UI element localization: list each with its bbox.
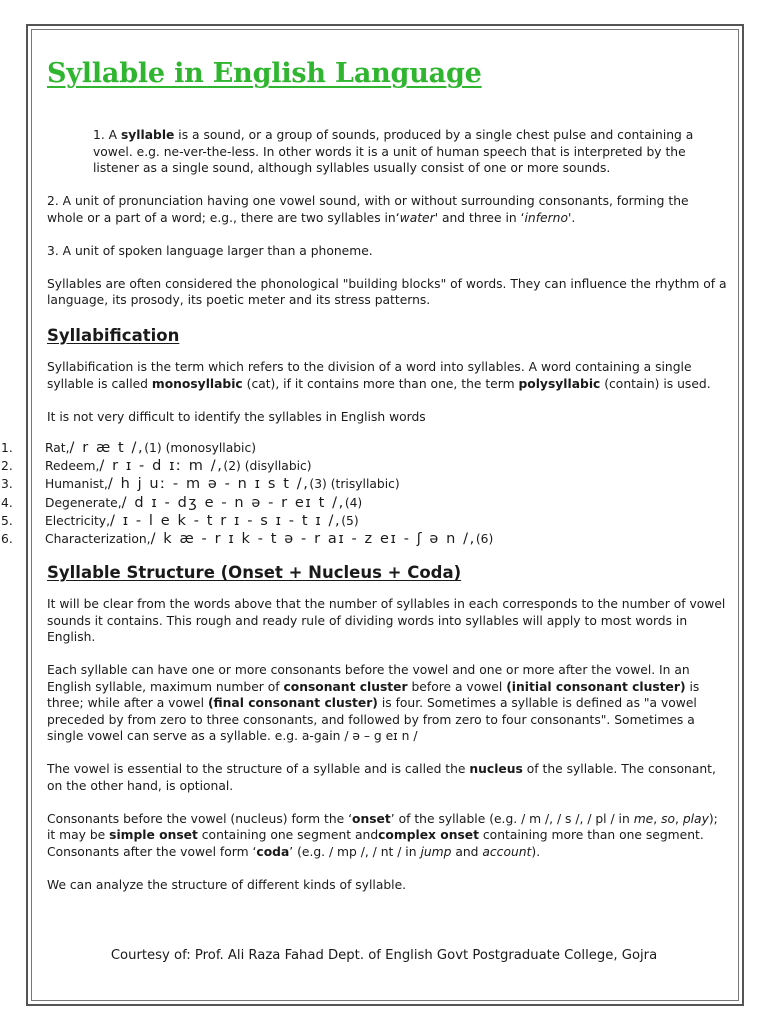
definition-2	[47, 193, 727, 226]
ipa-transcription: / ɪ - l e k - t r ɪ - s ɪ - t ɪ /,	[110, 512, 342, 529]
structure-paragraph-5: We can analyze the structure of different kinds of syllable.	[47, 877, 407, 892]
list-number: 3.	[1, 477, 13, 492]
term-nucleus: nucleus	[469, 762, 523, 777]
example-so: so	[661, 811, 675, 826]
list-item	[1, 439, 727, 457]
text: of the syllable. The consonant, on the other hand, is optional.	[47, 762, 716, 793]
definition-1	[47, 127, 727, 177]
text: and	[451, 844, 483, 859]
ipa-transcription: / h j uː - m ə - n ɪ s t /,	[107, 476, 310, 493]
text: containing more than one segment. Consonants after the vowel form ‘	[47, 828, 704, 859]
ipa-transcription: / r æ t /,	[69, 440, 145, 456]
text: ,	[653, 811, 662, 826]
word-examples-list	[1, 439, 727, 548]
example-inferno: inferno	[524, 210, 568, 225]
example-account: account	[482, 844, 532, 859]
term-initial-cluster: (initial consonant cluster)	[506, 679, 686, 694]
structure-paragraph-4	[47, 811, 727, 861]
identify-syllables-paragraph: It is not very difficult to identify the syllables in English words	[47, 409, 426, 424]
ipa-transcription: / d ɪ - dʒ e - n ə - r eɪ t /,	[121, 494, 345, 511]
text: The vowel is essential to the structure of a syllable and is called the	[47, 762, 470, 777]
term-polysyllabic: polysyllabic	[518, 376, 601, 391]
syllable-note: (1) (monosyllabic)	[144, 441, 257, 455]
courtesy-footer: Courtesy of: Prof. Ali Raza Fahad Dept. of English Govt Postgraduate College, Gojra	[110, 948, 658, 963]
term-final-cluster: (final consonant cluster)	[207, 696, 378, 711]
text: Consonants before the vowel (nucleus) form the ‘	[47, 811, 353, 826]
text: containing one segment and	[197, 828, 379, 843]
text: is a sound, or a group of sounds, produced by a single chest pulse and containing a vowel. e.g. ne-ver-the-less. In other words it is a unit of human speech that is interpreted by the listener as a single sound, although syllables usually consist of one or more sounds.	[93, 128, 694, 175]
text: is four. Sometimes a syllable is defined as "a vowel preceded by from zero to three consonants, and followed by from zero to four consonants". Sometimes a single vowel can serve as a syllable. e.g. a-gain / ə – g eɪ n /	[47, 696, 697, 744]
text: Each syllable can have one or more consonants before the vowel and one or more after the vowel. In an English syllable, maximum number of	[47, 663, 690, 694]
text: ' and three in ‘	[434, 210, 525, 225]
term-syllable: syllable	[120, 128, 175, 142]
text: ).	[531, 844, 541, 859]
text: ’ of the syllable (e.g. / m /, / s /, / pl / in	[390, 811, 634, 826]
text: before a vowel	[407, 679, 507, 694]
syllabification-heading: Syllabification	[47, 326, 180, 345]
term-onset: onset	[352, 811, 391, 826]
ipa-transcription: / k æ - r ɪ k - t ə - r aɪ - z eɪ - ʃ ə n /,	[150, 531, 476, 548]
word: Electricity,	[45, 513, 110, 528]
term-monosyllabic: monosyllabic	[151, 376, 243, 391]
term-coda: coda	[256, 844, 290, 859]
structure-paragraph-2	[47, 662, 727, 745]
structure-paragraph-3	[47, 761, 727, 794]
definition-3: 3. A unit of spoken language larger than a phoneme.	[47, 243, 373, 258]
list-number: 5.	[1, 513, 13, 528]
list-number: 1.	[1, 441, 13, 455]
example-play: play	[682, 811, 709, 826]
document-body	[1, 127, 727, 910]
text: ); it may be	[47, 811, 718, 843]
text: 2. A unit of pronunciation having one vowel sound, with or without surrounding consonants, forming the whole or a part of a word; e.g., there are two syllables in‘	[47, 194, 689, 225]
term-consonant-cluster: consonant cluster	[283, 679, 408, 694]
text: 1. A	[93, 128, 121, 142]
text: (cat), if it contains more than one, the term	[242, 376, 519, 391]
syllable-note: (4)	[344, 495, 363, 510]
term-complex-onset: complex onset	[378, 828, 480, 843]
syllable-note: (3) (trisyllabic)	[309, 477, 400, 492]
list-item	[1, 457, 727, 475]
document-title: Syllable in English Language	[47, 58, 482, 89]
list-item	[1, 494, 727, 512]
word: Rat,	[45, 441, 70, 455]
list-item	[1, 475, 727, 493]
term-simple-onset: simple onset	[109, 828, 198, 843]
text: ’ (e.g. / mp /, / nt / in	[289, 844, 421, 859]
building-blocks-paragraph: Syllables are often considered the phonological "building blocks" of words. They can influence the rhythm of a language, its prosody, its poetic meter and its stress patterns.	[47, 276, 727, 307]
list-item	[1, 512, 727, 530]
syllable-note: (5)	[341, 513, 359, 528]
list-number: 6.	[1, 532, 13, 547]
list-number: 2.	[1, 459, 13, 474]
syllable-note: (2) (disyllabic)	[223, 459, 312, 474]
list-item	[1, 530, 727, 548]
structure-paragraph-1: It will be clear from the words above that the number of syllables in each corresponds to the number of vowel sounds it contains. This rough and ready rule of dividing words into syllables will apply to most words in English.	[47, 597, 726, 645]
word: Humanist,	[45, 477, 108, 492]
word: Degenerate,	[45, 495, 122, 510]
syllabification-paragraph	[47, 359, 727, 392]
text: '.	[567, 210, 576, 225]
list-number: 4.	[1, 495, 13, 510]
ipa-transcription: / r ɪ - d ɪː m /,	[99, 458, 224, 475]
syllable-structure-heading: Syllable Structure (Onset + Nucleus + Coda)	[47, 563, 462, 583]
text: is three; while after a vowel	[47, 679, 700, 711]
example-water: water	[399, 210, 435, 225]
example-jump: jump	[420, 844, 452, 859]
word: Characterization,	[45, 532, 151, 547]
example-me: me	[633, 811, 654, 826]
text: (contain) is used.	[600, 376, 711, 391]
text: Syllabification is the term which refers to the division of a word into syllables. A word containing a single syllable is called	[47, 360, 692, 391]
text: ,	[675, 811, 683, 826]
syllable-note: (6)	[475, 532, 494, 547]
word: Redeem,	[45, 459, 100, 474]
